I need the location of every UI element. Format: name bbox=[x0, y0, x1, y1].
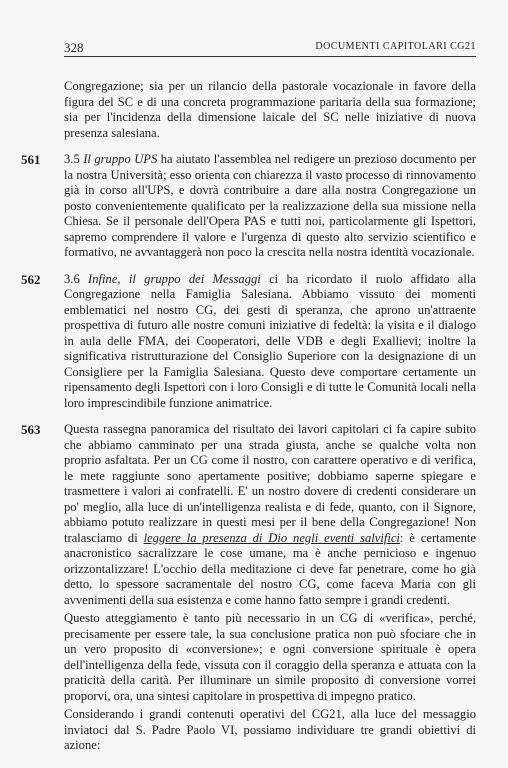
paragraph-text bbox=[64, 152, 476, 261]
emphasis-phrase bbox=[144, 531, 400, 545]
page-header bbox=[64, 40, 476, 57]
margin-number: 563 bbox=[21, 422, 41, 437]
paragraph-continuation bbox=[64, 79, 476, 141]
italic-heading: Il gruppo UPS bbox=[83, 152, 158, 166]
paragraph-obiettivi bbox=[64, 707, 476, 754]
text-run: 3.5 bbox=[64, 152, 84, 166]
body-text bbox=[21, 79, 476, 754]
paragraph-text bbox=[64, 79, 476, 141]
underlined-phrase: leggere la presenza di Dio negli eventi salvifici bbox=[143, 530, 400, 545]
text-run: : è certamente anacronistico sacralizzare le cose umane, ma è anche pernicioso e ingenuo orizzontalizzare! L'occhio della meditazione ci deve far penetrare, come ho già detto, lo spessore sacramentale del nostro CG, come faceva Maria con gli avvenimenti della sua esistenza e come hanno fatto sempre i grandi credenti. bbox=[64, 530, 476, 607]
text-run: Questo atteggiamento è tanto più necessario in un CG di «verifica», perché, precisamente per essere tale, la sua conclusione pratica non può sfociare che in un vero proposito di «conversione»; e ogni conversione spirituale è opera dell'intelligenza della fede, vissuta con il coraggio della speranza e attuata con la praticità della carità. Per illuminare un simile proposito di conversione vorrei proporvi, ora, una sintesi capitolare in prospettiva di impegno pratico. bbox=[64, 611, 476, 703]
text-run: Congregazione; sia per un rilancio della pastorale vocazionale in favore della figura del SC e di una concreta programmazione paritaria della sua formazione; sia per l'incidenza della dimensione laicale del SC nelle iniziative di nuova presenza salesiana. bbox=[64, 79, 476, 140]
text-run: 3.6 bbox=[64, 271, 89, 286]
paragraph-text bbox=[64, 707, 476, 754]
text-run: ci ha ricordato il ruolo affidato alla Congregazione nella Famiglia Salesiana. Abbiamo vissuto dei momenti emblematici nel nostro CG, dei gesti di speranza, che aprono un'attraente prospettiva di futuro alle nostre comuni iniziative di fedeltà: la visita e il dialogo in aula delle FMA, dei Cooperatori, delle VDB e degli Exallievi; inoltre la significativa ristrutturazione del Consiglio Superiore con la designazione di un Consigliere per la Famiglia Salesiana. Questo deve comportare certamente un ripensamento degli Ispettori con i loro Consigli e di tutte le Comunità locali nella loro imprescindibile funzione animatrice. bbox=[64, 271, 476, 410]
margin-number: 562 bbox=[21, 271, 41, 287]
paragraph-text bbox=[64, 272, 476, 412]
margin-number: 561 bbox=[21, 152, 41, 167]
running-title: DOCUMENTI CAPITOLARI CG21 bbox=[315, 41, 476, 52]
paragraph-text bbox=[64, 611, 476, 704]
text-run: ha aiutato l'assemblea nel redigere un prezioso documento per la nostra Università; esso orienta con chiarezza il vasto processo di rinnovamento già in corso all'UPS, e dovrà contribuire a dare alla nostra Congregazione un posto convenientemente qualificato per la realizzazione della sua missione nella Chiesa. Se il personale dell'Opera PAS e tutti noi, particolarmente gli Ispettori, sapremo comprendere il valore e l'urgenza di questo alto servizio scientifico e formativo, ne avvantaggerà non poco la crescita nella nostra identità vocazionale. bbox=[64, 152, 476, 259]
paragraph-561 bbox=[21, 152, 476, 261]
text-run: Questa rassegna panoramica del risultato dei lavori capitolari ci fa capire subito che abbiamo camminato per una strada giusta, anche se qualche volta non proprio asfaltata. Per un CG come il nostro, con carattere operativo e di verifica, le mete raggiunte sono apertamente positive; dobbiamo saperne spiegare e trasmettere i valori ai confratelli. E' un nostro dovere di credenti considerare un po' meglio, alla luce di un'intelligenza realista e di fede, quanto, con il Signore, abbiamo potuto realizzare in questi mesi per il bene della Congregazione! Non tralasciamo di bbox=[64, 422, 476, 545]
italic-heading: Infine, il gruppo dei Messaggi bbox=[88, 271, 261, 286]
page-number: 328 bbox=[64, 40, 84, 55]
text-run: Considerando i grandi contenuti operativi del CG21, alla luce del messaggio inviatoci dal S. Padre Paolo VI, possiamo individuare tre grandi obiettivi di azione: bbox=[64, 707, 476, 752]
paragraph-text bbox=[64, 422, 476, 608]
paragraph-563 bbox=[21, 422, 476, 608]
paragraph-562 bbox=[21, 271, 476, 412]
paragraph-verifica bbox=[64, 611, 476, 704]
